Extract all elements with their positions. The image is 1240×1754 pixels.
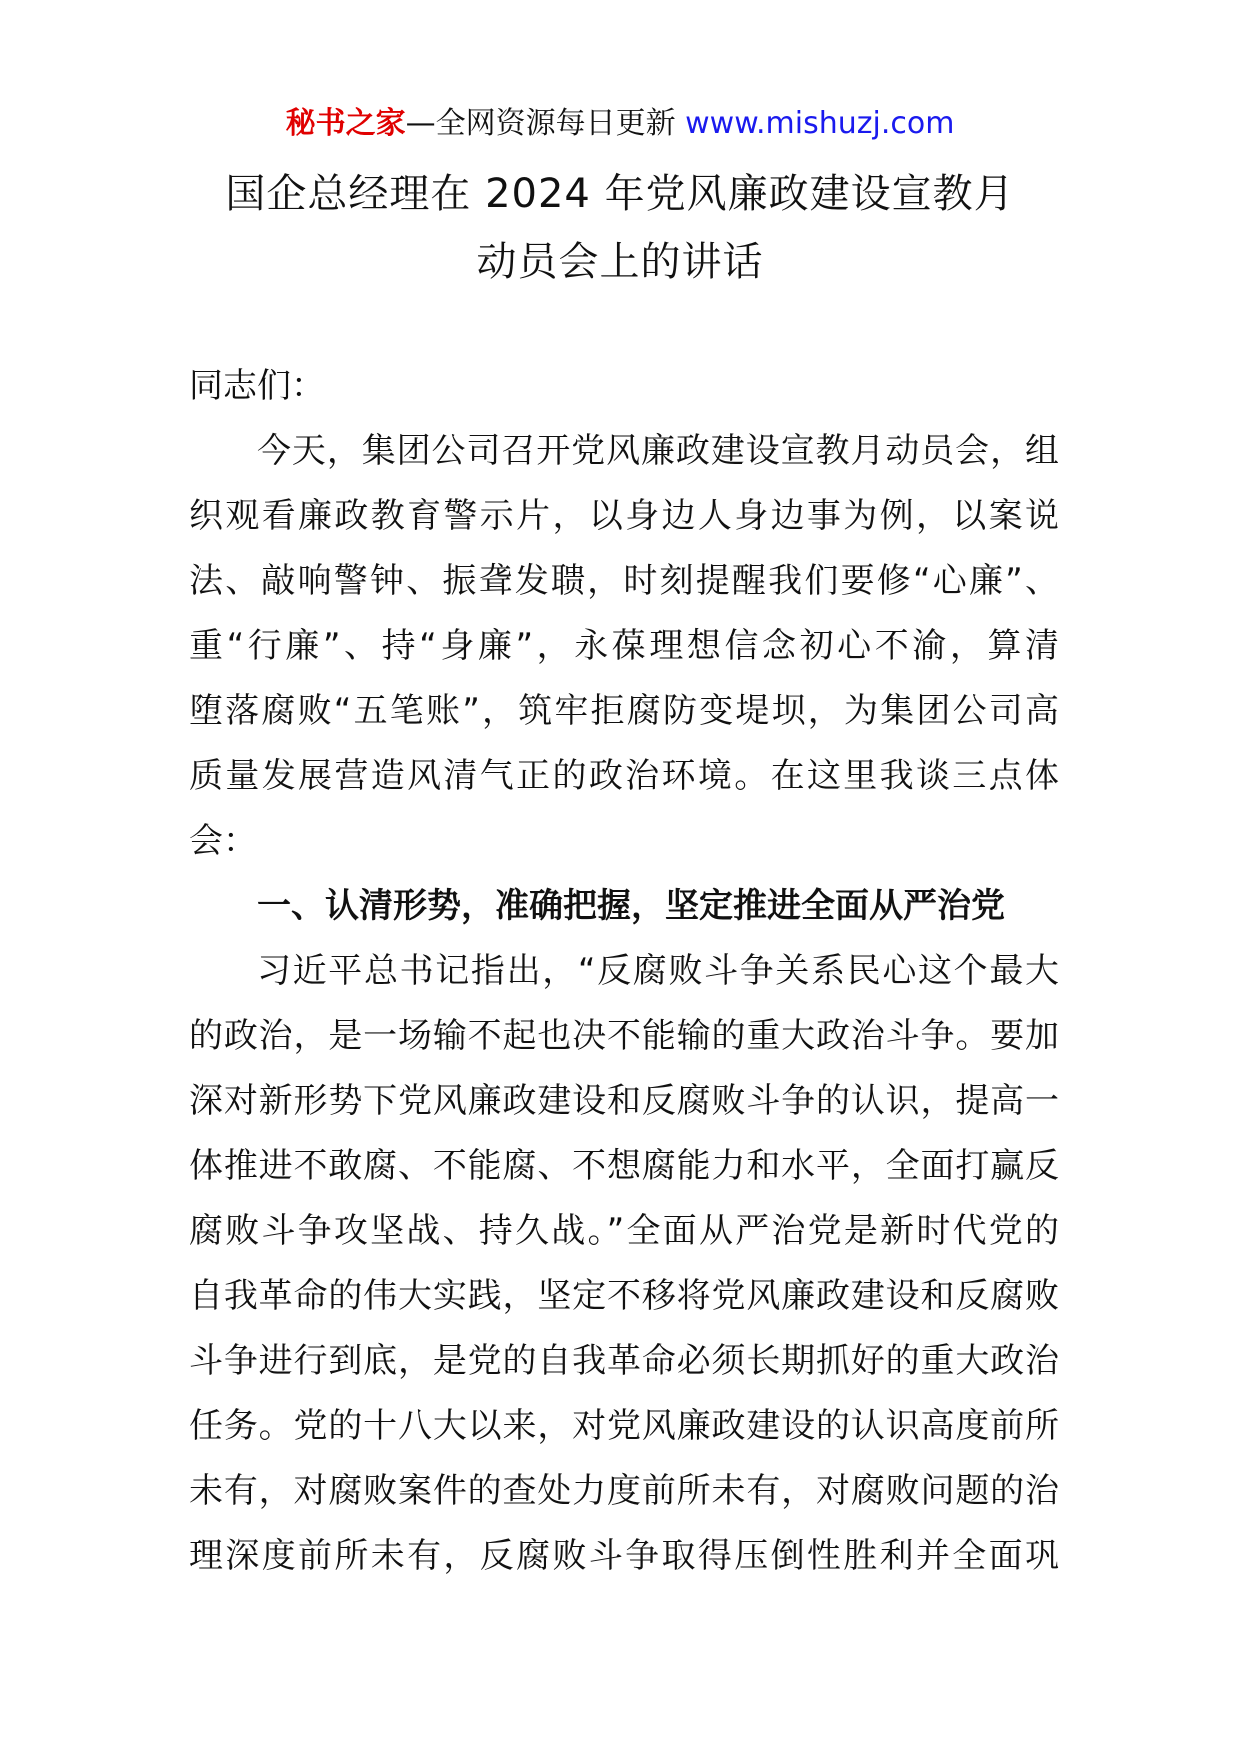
body-line: 今天，集团公司召开党风廉政建设宣教月动员会，组: [257, 431, 1059, 471]
body-line: 重“行廉”、持“身廉”，永葆理想信念初心不渝，算清: [189, 626, 1059, 666]
body-line: 体推进不敢腐、不能腐、不想腐能力和水平，全面打赢反: [189, 1146, 1059, 1186]
salutation: 同志们：: [189, 366, 325, 406]
body-line: 深对新形势下党风廉政建设和反腐败斗争的认识，提高一: [189, 1081, 1059, 1121]
document-title-line-1: 国企总经理在 2024 年党风廉政建设宣教月: [225, 171, 1015, 217]
body-line: 未有，对腐败案件的查处力度前所未有，对腐败问题的治: [189, 1471, 1059, 1511]
body-line: 织观看廉政教育警示片，以身边人身边事为例，以案说: [189, 496, 1059, 536]
body-line: 任务。党的十八大以来，对党风廉政建设的认识高度前所: [189, 1406, 1059, 1446]
body-line: 习近平总书记指出，“反腐败斗争关系民心这个最大: [257, 951, 1059, 991]
body-line: 斗争进行到底，是党的自我革命必须长期抓好的重大政治: [189, 1341, 1059, 1381]
site-tagline: —全网资源每日更新: [405, 106, 686, 141]
body-line: 理深度前所未有，反腐败斗争取得压倒性胜利并全面巩: [189, 1536, 1059, 1576]
document-title-line-2: 动员会上的讲话: [476, 239, 764, 285]
body-line: 质量发展营造风清气正的政治环境。在这里我谈三点体: [189, 756, 1059, 796]
body-line: 会：: [189, 821, 257, 861]
watermark-header: [0, 100, 1240, 148]
body-line: 的政治，是一场输不起也决不能输的重大政治斗争。要加: [189, 1016, 1059, 1056]
body-line: 腐败斗争攻坚战、持久战。”全面从严治党是新时代党的: [189, 1211, 1059, 1251]
body-line: 堕落腐败“五笔账”，筑牢拒腐防变堤坝，为集团公司高: [189, 691, 1059, 731]
site-name: 秘书之家: [285, 106, 406, 141]
site-url[interactable]: www.mishuzj.com: [685, 106, 955, 141]
body-line: 法、敲响警钟、振聋发聩，时刻提醒我们要修“心廉”、: [189, 561, 1059, 601]
document-body: [189, 354, 1059, 1589]
body-line: 自我革命的伟大实践，坚定不移将党风廉政建设和反腐败: [189, 1276, 1059, 1316]
section-heading: 一、认清形势，准确把握，坚定推进全面从严治党: [257, 886, 1005, 926]
